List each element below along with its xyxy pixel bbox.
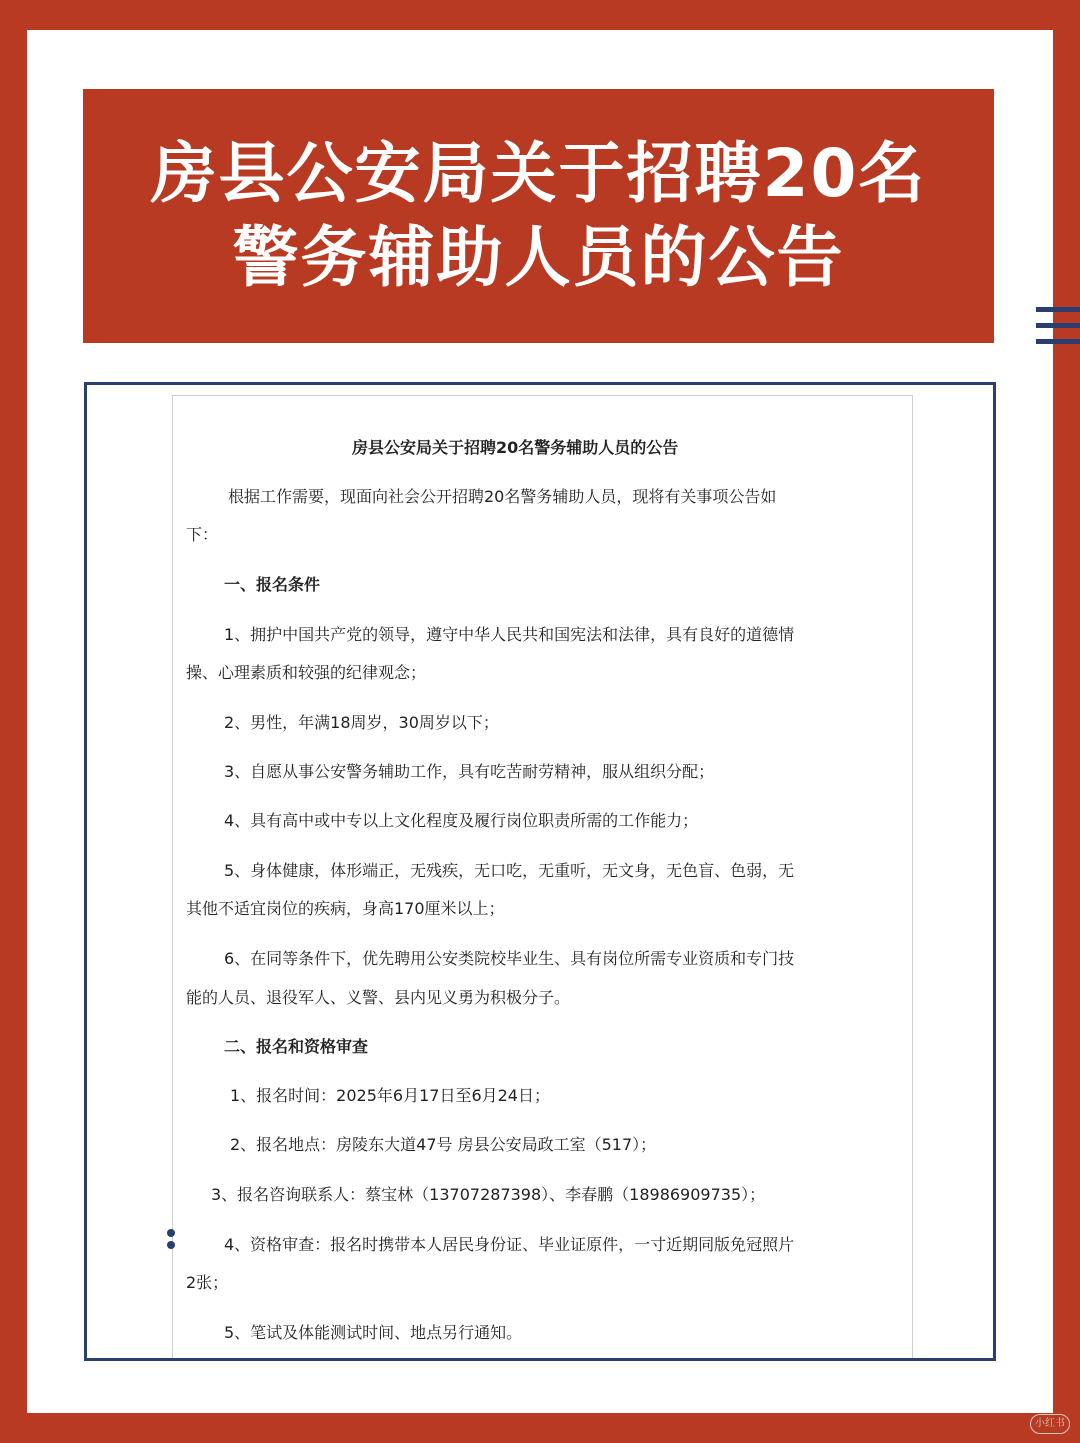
s1-item-6-line-2: 能的人员、退役军人、义警、县内见义勇为积极分子。 xyxy=(186,988,571,1007)
s2-item-5: 5、笔试及体能测试时间、地点另行通知。 xyxy=(224,1323,523,1342)
title-banner xyxy=(83,89,994,343)
s1-item-2: 2、男性，年满18周岁，30周岁以下； xyxy=(224,713,499,732)
s1-item-4: 4、具有高中或中专以上文化程度及履行岗位职责所需的工作能力； xyxy=(224,811,699,830)
banner-title-line-2: 警务辅助人员的公告 xyxy=(232,219,845,296)
s1-item-5-line-2: 其他不适宜岗位的疾病，身高170厘米以上； xyxy=(186,899,505,918)
section-1-heading: 一、报名条件 xyxy=(224,575,321,594)
s2-item-3: 3、报名咨询联系人：蔡宝林（13707287398）、李春鹏（18986909735）； xyxy=(211,1185,766,1204)
document-title: 房县公安局关于招聘20名警务辅助人员的公告 xyxy=(352,438,679,457)
menu-icon[interactable] xyxy=(1036,307,1080,345)
s1-item-1-line-1: 1、拥护中国共产党的领导，遵守中华人民共和国宪法和法律，具有良好的道德情 xyxy=(224,625,795,644)
s2-item-4-line-2: 2张； xyxy=(186,1273,229,1292)
intro-line-2: 下： xyxy=(186,525,219,544)
s2-item-1: 1、报名时间：2025年6月17日至6月24日； xyxy=(230,1086,550,1105)
s1-item-3: 3、自愿从事公安警务辅助工作，具有吃苦耐劳精神，服从组织分配； xyxy=(224,762,715,781)
s2-item-2: 2、报名地点：房陵东大道47号 房县公安局政工室（517）； xyxy=(230,1135,657,1154)
section-2-heading: 二、报名和资格审查 xyxy=(224,1037,369,1056)
s1-item-1-line-2: 操、心理素质和较强的纪律观念； xyxy=(186,663,427,682)
watermark-logo: 小红书 xyxy=(1030,1414,1070,1434)
s1-item-6-line-1: 6、在同等条件下，优先聘用公安类院校毕业生、具有岗位所需专业资质和专门技 xyxy=(224,949,795,968)
document-frame xyxy=(84,382,996,1361)
s2-item-4-line-1: 4、资格审查：报名时携带本人居民身份证、毕业证原件，一寸近期同版免冠照片 xyxy=(224,1235,795,1254)
intro-line-1: 根据工作需要，现面向社会公开招聘20名警务辅助人员，现将有关事项公告如 xyxy=(228,487,777,506)
text-cursor-handle-icon[interactable] xyxy=(165,1227,177,1253)
banner-title-line-1: 房县公安局关于招聘20名 xyxy=(150,135,927,212)
s1-item-5-line-1: 5、身体健康，体形端正，无残疾，无口吃，无重听，无文身，无色盲、色弱，无 xyxy=(224,861,795,880)
